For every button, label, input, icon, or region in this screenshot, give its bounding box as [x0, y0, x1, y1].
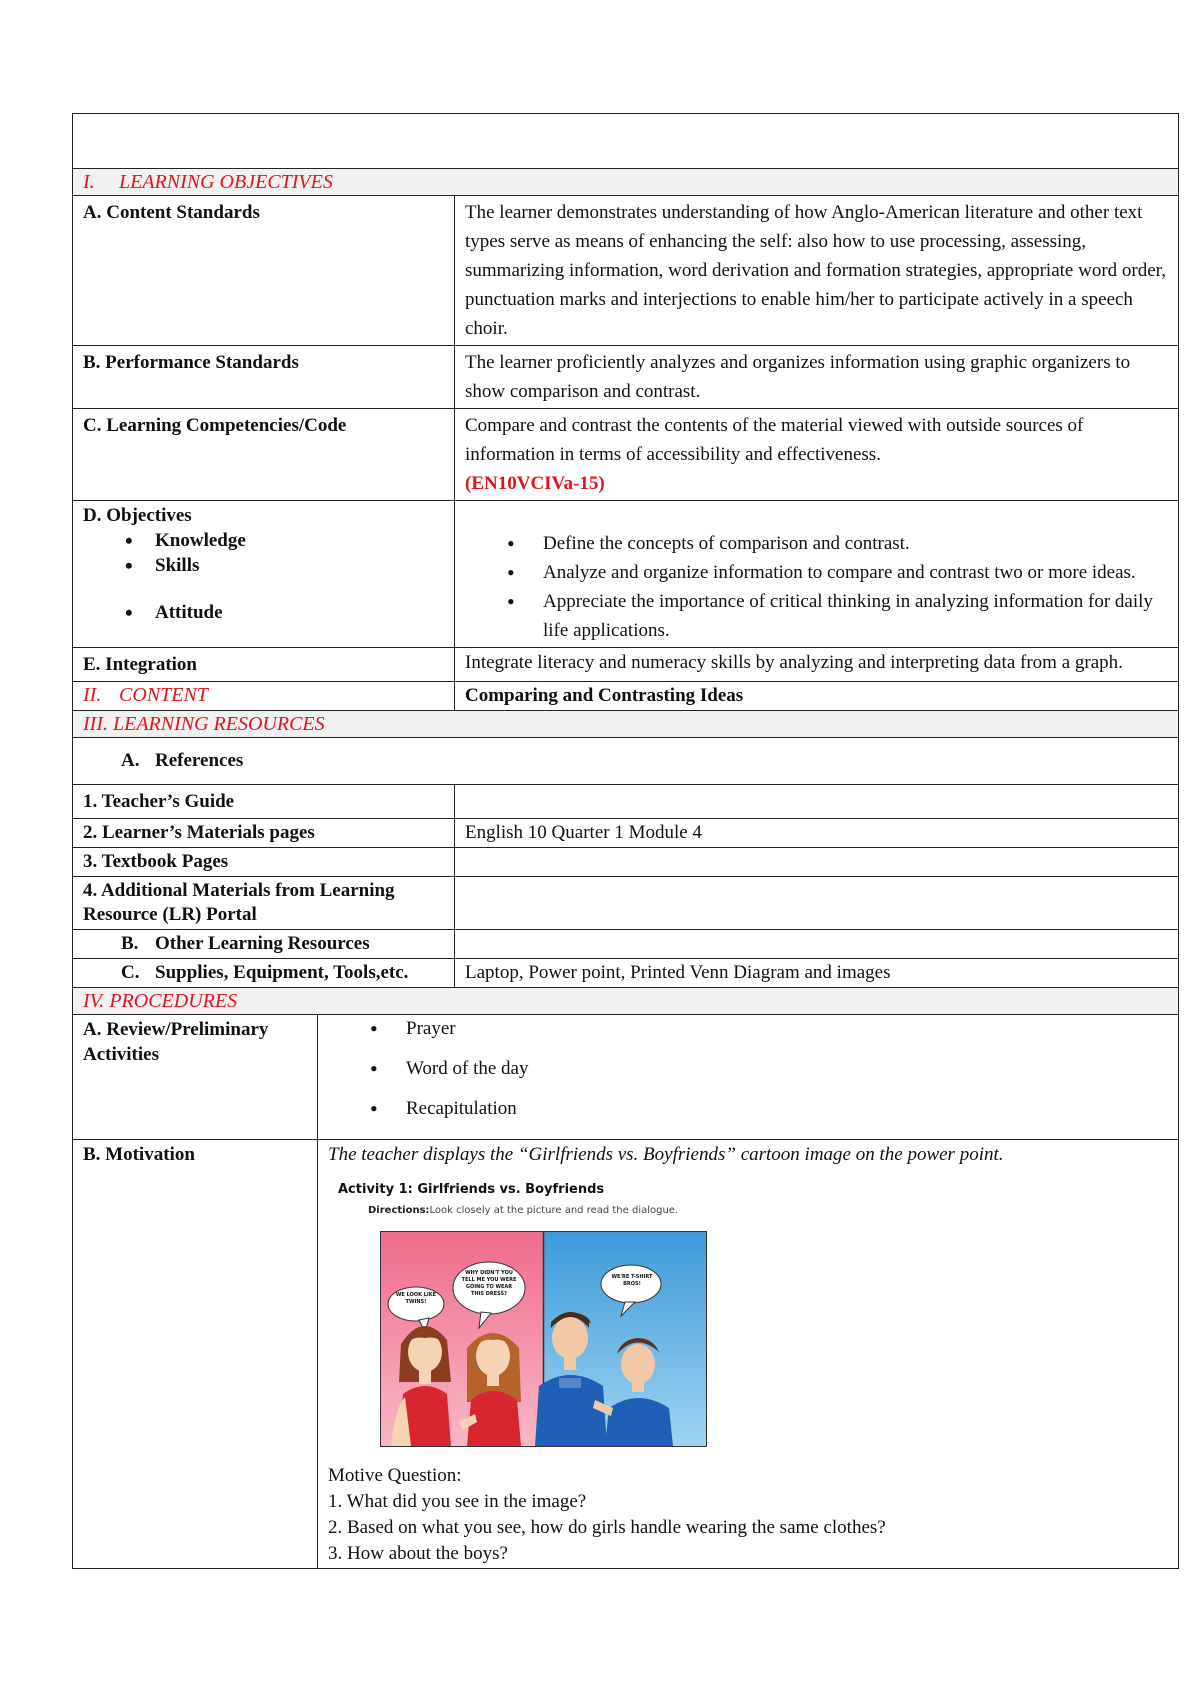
- row-performance-standards: [73, 346, 1179, 409]
- section-procedures: [73, 988, 1179, 1015]
- row-learning-competencies: [73, 409, 1179, 501]
- domain-attitude: • Attitude: [83, 600, 446, 625]
- section-title: PROCEDURES: [109, 990, 238, 1012]
- girlfriends-boyfriends-cartoon: [380, 1231, 707, 1447]
- bubble-text: WHY DIDN'T YOU TELL ME YOU WERE GOING TO WEAR THIS DRESS?: [461, 1270, 517, 1297]
- value-content-standards: The learner demonstrates understanding of how Anglo-American literature and other text types serve as means of enhancing the self: also how to use processing, assessing, summarizing information, word derivation and formation strategies, appropriate word order, punctuation marks and interjections to enable him/her to participate actively in a speech choir.: [455, 196, 1179, 346]
- other-letter: B.: [121, 933, 139, 954]
- row-motivation: [73, 1140, 1179, 1569]
- motive-question: 1. What did you see in the image?: [328, 1491, 587, 1512]
- label-learners-materials: 2. Learner’s Materials pages: [73, 819, 455, 848]
- section-title: CONTENT: [119, 684, 208, 706]
- row-supplies: [73, 959, 1179, 988]
- competency-code: (EN10VCIVa-15): [465, 473, 605, 494]
- objective-item: • Appreciate the importance of critical thinking in analyzing information for daily life applications.: [465, 587, 1170, 645]
- section-learning-resources: [73, 711, 1179, 738]
- row-references: [73, 738, 1179, 785]
- value-learners-materials: English 10 Quarter 1 Module 4: [455, 819, 1179, 848]
- row-integration: [73, 648, 1179, 682]
- activity-title: Activity 1: Girlfriends vs. Boyfriends: [338, 1182, 605, 1197]
- motive-question: 2. Based on what you see, how do girls handle wearing the same clothes?: [328, 1517, 886, 1538]
- lesson-plan: [72, 113, 1179, 1569]
- section-title: LEARNING RESOURCES: [112, 713, 325, 735]
- label-content-standards: A. Content Standards: [73, 196, 455, 346]
- row-learners-materials: [73, 819, 1179, 848]
- row-review: [73, 1015, 1179, 1140]
- row-content: [73, 682, 1179, 711]
- section-number: IV.: [83, 990, 105, 1012]
- value-objectives: [455, 501, 1179, 648]
- value-integration: Integrate literacy and numeracy skills by analyzing and interpreting data from a graph.: [455, 648, 1179, 682]
- motive-question: 3. How about the boys?: [328, 1543, 508, 1564]
- objective-domain-list: [83, 528, 446, 625]
- references-letter: A.: [121, 750, 140, 771]
- section-learning-objectives: [73, 169, 1179, 196]
- label-supplies: Supplies, Equipment, Tools,etc.: [155, 962, 409, 983]
- motive-questions: [328, 1463, 1170, 1567]
- lesson-plan-table: [72, 113, 1179, 1569]
- label-performance-standards: B. Performance Standards: [73, 346, 455, 409]
- label-textbook-pages: 3. Textbook Pages: [73, 848, 455, 877]
- value-motivation: [318, 1140, 1179, 1569]
- section-number: III.: [83, 713, 108, 735]
- value-content: Comparing and Contrasting Ideas: [455, 682, 1179, 711]
- value-additional-materials: [455, 877, 1179, 930]
- objective-list: [465, 529, 1170, 645]
- row-additional-materials: [73, 877, 1179, 930]
- bubble-text: WE'RE T-SHIRT BROS!: [611, 1274, 653, 1287]
- review-item: • Word of the day: [328, 1056, 1170, 1081]
- domain-skills: • Skills: [83, 553, 446, 578]
- value-learning-competencies: [455, 409, 1179, 501]
- review-list: [328, 1016, 1170, 1121]
- label-additional-materials: 4. Additional Materials from Learning Resource (LR) Portal: [73, 877, 455, 930]
- value-textbook-pages: [455, 848, 1179, 877]
- value-teachers-guide: [455, 785, 1179, 819]
- activity-directions: [368, 1203, 1170, 1219]
- directions-text: Look closely at the picture and read the dialogue.: [429, 1205, 679, 1216]
- domain-knowledge: • Knowledge: [83, 528, 446, 553]
- blank-header-row: [73, 114, 1179, 169]
- competency-text: Compare and contrast the contents of the material viewed with outside sources of information in terms of accessibility and effectiveness.: [465, 415, 1084, 465]
- row-textbook-pages: [73, 848, 1179, 877]
- motive-title: Motive Question:: [328, 1465, 462, 1486]
- label-objectives: D. Objectives: [83, 505, 192, 526]
- label-learning-competencies: C. Learning Competencies/Code: [73, 409, 455, 501]
- directions-label: Directions:: [368, 1205, 430, 1216]
- value-review: [318, 1015, 1179, 1140]
- motivation-intro: The teacher displays the “Girlfriends vs. Boyfriends” cartoon image on the power point.: [328, 1144, 1004, 1165]
- label-review: A. Review/Preliminary Activities: [73, 1015, 318, 1140]
- row-other-resources: [73, 930, 1179, 959]
- label-objectives-cell: [73, 501, 455, 648]
- value-performance-standards: The learner proficiently analyzes and organizes information using graphic organizers to show comparison and contrast.: [455, 346, 1179, 409]
- supplies-letter: C.: [121, 962, 140, 983]
- row-teachers-guide: [73, 785, 1179, 819]
- section-number: II.: [83, 684, 102, 706]
- value-supplies: Laptop, Power point, Printed Venn Diagram and images: [455, 959, 1179, 988]
- review-item: • Recapitulation: [328, 1096, 1170, 1121]
- label-teachers-guide: 1. Teacher’s Guide: [73, 785, 455, 819]
- row-content-standards: [73, 196, 1179, 346]
- label-integration: E. Integration: [73, 648, 455, 682]
- blank-header-cell: [73, 114, 1179, 169]
- row-objectives: [73, 501, 1179, 648]
- objective-item: • Analyze and organize information to compare and contrast two or more ideas.: [465, 558, 1170, 587]
- review-item: • Prayer: [328, 1016, 1170, 1041]
- references-label: References: [155, 750, 244, 771]
- value-other-resources: [455, 930, 1179, 959]
- section-title: LEARNING OBJECTIVES: [119, 171, 333, 193]
- section-number: I.: [83, 171, 95, 193]
- label-motivation: B. Motivation: [73, 1140, 318, 1569]
- bubble-text: WE LOOK LIKE TWINS!: [395, 1292, 437, 1305]
- label-other-resources: Other Learning Resources: [155, 933, 370, 954]
- objective-item: • Define the concepts of comparison and contrast.: [465, 529, 1170, 558]
